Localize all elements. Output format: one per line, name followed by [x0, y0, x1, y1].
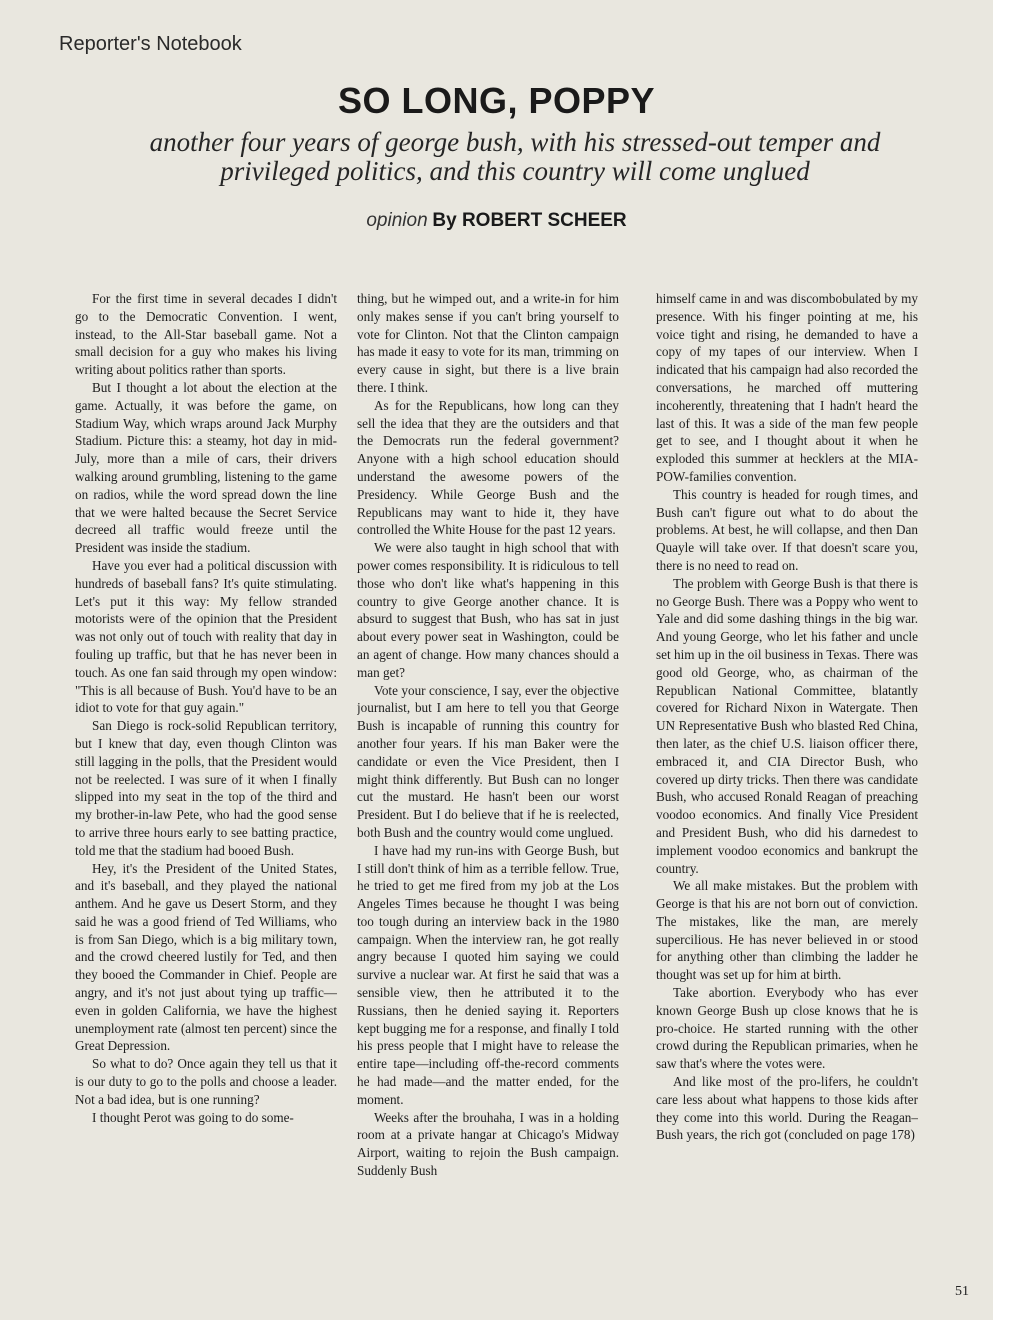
- paragraph: himself came in and was discombobulated by my presence. With his finger pointing at me, his voice tight and rising, he demanded to have a copy of my tapes of our interview. When I indicated that his campaign had also recorded the conversations, he marched off muttering incoherently, threatening that I hadn't heard the last of this. It was a side of the man few people get to see, and I thought about it when he exploded this summer at hecklers at the MIA-POW-families convention.: [656, 291, 918, 484]
- paragraph: Have you ever had a political discussion with hundreds of baseball fans? It's quite stimulating. Let's put it this way: My fellow stranded motorists were of the opinion that the President was not only out of touch with reality that day in fouling up traffic, but that he has never been in touch. As one fan said through my open window: "This is all because of Bush. You'd have to be an idiot to vote for that guy again.": [75, 557, 337, 716]
- paragraph: thing, but he wimped out, and a write-in for him only makes sense if you can't bring yourself to vote for Clinton. Not that the Clinton campaign has made it easy to vote for its man, trimming on every cause in sight, but there is a live brain there. I think.: [357, 291, 619, 395]
- headline: SO LONG, POPPY: [337, 80, 656, 121]
- paragraph: I have had my run-ins with George Bush, but I still don't think of him as a terrible fellow. True, he tried to get me fired from my job at the Los Angeles Times because he thought I was being too tough during an interview back in the 1980 campaign. When the interview ran, he got really angry because I quoted him saying we could survive a nuclear war. At first he said that was a sensible view, then he attributed it to the Russians, then he denied saying it. Reporters kept bugging me for a response, and finally I told his press people that I might have to release the entire tape—including off-the-record comments he had made—and the matter ended, for the moment.: [357, 842, 619, 1107]
- paragraph: So what to do? Once again they tell us that it is our duty to go to the polls and choose a leader. Not a bad idea, but is one running?: [75, 1056, 337, 1107]
- opinion-kicker: opinion: [366, 210, 428, 231]
- byline: [0, 210, 993, 232]
- paragraph: But I thought a lot about the election at the game. Actually, it was before the game, on Stadium Way, which wraps around Jack Murphy Stadium. Picture this: a steamy, hot day in mid-July, more than a mile of cars, their drivers walking around grumbling, listening to the game on radios, while the word spread down the line that we were halted because the Secret Service decreed all traffic would freeze until the President was inside the stadium.: [75, 379, 337, 556]
- deck-subtitle: another four years of george bush, with his stressed-out temper and privileged politics, and this country will come unglued: [149, 127, 881, 186]
- paragraph: We all make mistakes. But the problem with George is that his are not born out of conviction. The mistakes, like the man, are merely supercilious. He has never believed in or stood for anything other than climbing the ladder he thought was set up for him at birth.: [656, 878, 918, 983]
- section-label: Reporter's Notebook: [59, 33, 242, 55]
- paragraph: Vote your conscience, I say, ever the objective journalist, but I am here to tell you that George Bush is incapable of running this country for another four years. If his man Baker were the candidate or even the Vice President, then I might think differently. But Bush can no longer cut the mustard. He hasn't been our worst President. But I do believe that if he is reelected, both Bush and the country would come unglued.: [357, 682, 619, 840]
- page-number: 51: [955, 1284, 969, 1299]
- paragraph: For the first time in several decades I didn't go to the Democratic Convention. I went, instead, to the All-Star baseball game. Not a small decision for a guy who makes his living writing about politics rather than sports.: [75, 291, 337, 378]
- paragraph: San Diego is rock-solid Republican territory, but I knew that day, even though Clinton was still lagging in the polls, that the President would not be reelected. I was sure of it when I finally slipped into my seat in the top of the third and my brother-in-law Pete, who had the good sense to arrive three hours early to see batting practice, told me that the stadium had booed Bush.: [75, 718, 337, 858]
- paragraph: Take abortion. Everybody who has ever known George Bush up close knows that he is pro-choice. He started running with the other crowd during the Republican primaries, when he saw that's where the votes were.: [656, 985, 918, 1072]
- paragraph: Weeks after the brouhaha, I was in a holding room at a private hangar at Chicago's Midway Airport, waiting to rejoin the Bush campaign. Suddenly Bush: [357, 1109, 619, 1179]
- paragraph: The problem with George Bush is that there is no George Bush. There was a Poppy who went to Yale and did some dashing things in the big war. And young George, who let his father and uncle set him up in the oil business in Texas. There was good old George, who, as chairman of the Republican National Committee, blatantly covered for Richard Nixon in Watergate. Then UN Representative Bush who blasted Red China, then later, as the chief U.S. liaison officer there, embraced it, and CIA Director Bush, who covered up dirty tricks. Then there was candidate Bush, who accused Ronald Reagan of preaching voodoo economics. And finally Vice President and President Bush, who did his darnedest to implement voodoo economics and bankrupt the country.: [656, 575, 918, 876]
- paragraph: This country is headed for rough times, and Bush can't figure out what to do about the problems. At best, he will collapse, and then Dan Quayle will take over. If that doesn't scare you, there is no need to read on.: [656, 486, 918, 573]
- paragraph: And like most of the pro-lifers, he couldn't care less about what happens to those kids after they come into this world. During the Reagan–Bush years, the rich got (concluded on page 178): [656, 1074, 918, 1143]
- paragraph: I thought Perot was going to do some-: [92, 1109, 294, 1125]
- author-byline: By ROBERT SCHEER: [432, 210, 627, 231]
- article-column-3: [656, 290, 918, 1280]
- article-column-1: [75, 290, 337, 1280]
- paragraph: As for the Republicans, how long can they sell the idea that they are the outsiders and that the Democrats run the federal government? Anyone with a high school education should understand the awesome powers of the Presidency. While George Bush and the Republicans may want to hide it, they have controlled the White House for the past 12 years.: [357, 397, 619, 538]
- article-column-2: [357, 290, 619, 1280]
- paragraph: We were also taught in high school that with power comes responsibility. It is ridiculous to tell those who don't like what's happening in this country to give George another chance. It is absurd to suggest that Bush, who has sat in just about every power seat in Washington, could be an agent of change. How many chances should a man get?: [357, 540, 619, 680]
- paragraph: Hey, it's the President of the United States, and it's baseball, and they played the national anthem. And he gave us Desert Storm, and they said he was a good friend of Ted Williams, who is from San Diego, which is a big military town, and the crowd cheered lustily for Ted, and then they booed the Commander in Chief. People are angry, and it's not just about tying up traffic—even in golden California, we have the highest unemployment rate (almost ten percent) since the Great Depression.: [75, 860, 337, 1054]
